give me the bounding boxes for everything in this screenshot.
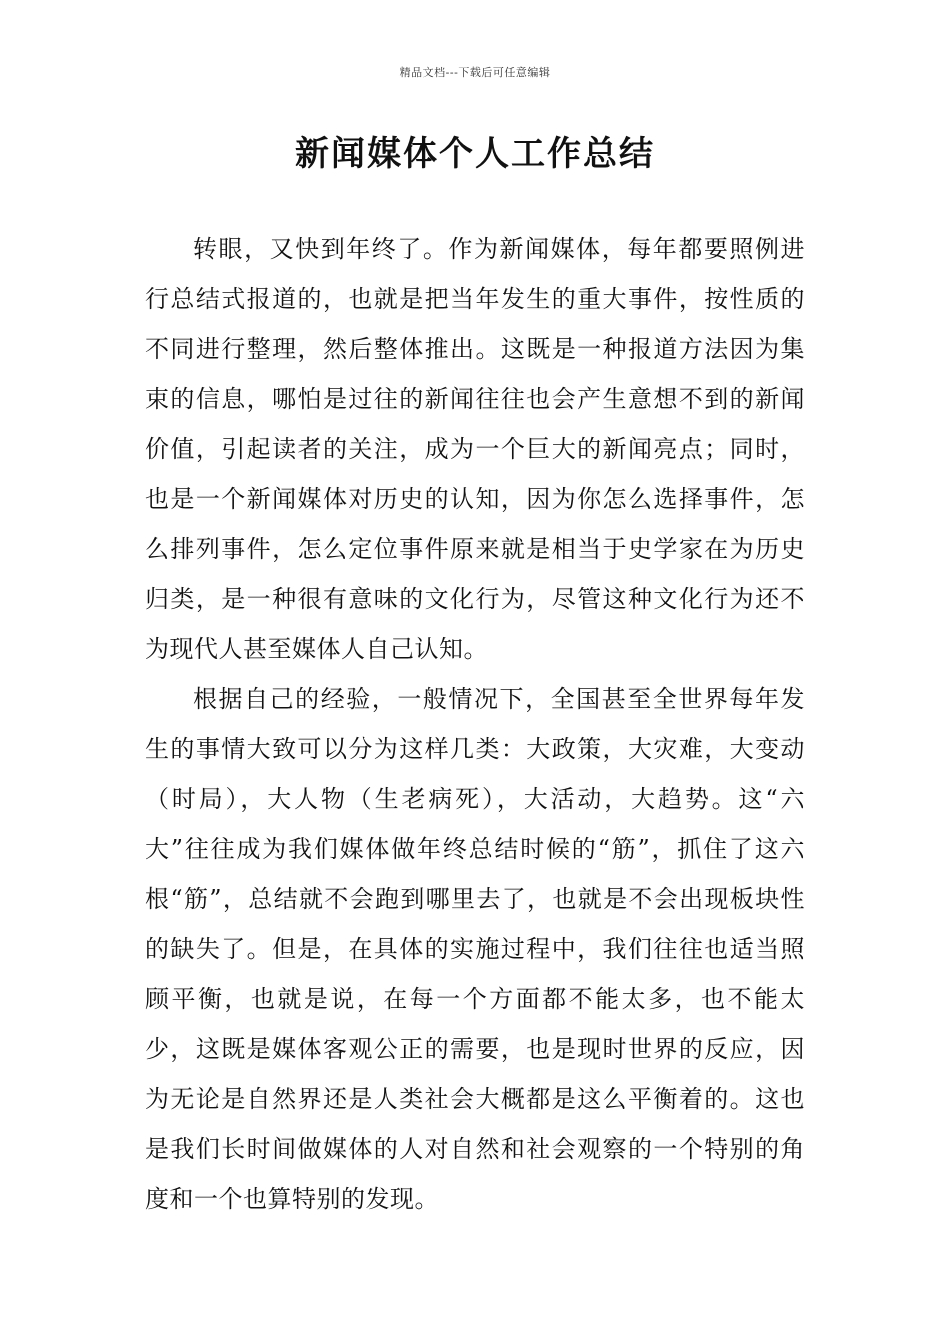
header-note: 精品文档---下载后可任意编辑 [399, 66, 551, 79]
document-title: 新闻媒体个人工作总结 [295, 134, 655, 174]
paragraph-1: 转眼，又快到年终了。作为新闻媒体，每年都要照例进行总结式报道的，也就是把当年发生的重大事件，按性质的不同进行整理，然后整体推出。这既是一种报道方法因为集束的信息，哪怕是过往的新闻往往也会产生意想不到的新闻价值，引起读者的关注，成为一个巨大的新闻亮点；同时，也是一个新闻媒体对历史的认知，因为你怎么选择事件，怎么排列事件，怎么定位事件原来就是相当于史学家在为历史归类，是一种很有意味的文化行为，尽管这种文化行为还不为现代人甚至媒体人自己认知。 [145, 235, 805, 663]
paragraph-2: 根据自己的经验，一般情况下，全国甚至全世界每年发生的事情大致可以分为这样几类：大政策，大灾难，大变动（时局），大人物（生老病死），大活动，大趋势。这“六大”往往成为我们媒体做年终总结时候的“筋”，抓住了这六根“筋”，总结就不会跑到哪里去了，也就是不会出现板块性的缺失了。但是，在具体的实施过程中，我们往往也适当照顾平衡，也就是说，在每一个方面都不能太多，也不能太少，这既是媒体客观公正的需要，也是现时世界的反应，因为无论是自然界还是人类社会大概都是这么平衡着的。这也是我们长时间做媒体的人对自然和社会观察的一个特别的角度和一个也算特别的发现。 [145, 685, 805, 1213]
document-body [145, 224, 805, 1224]
